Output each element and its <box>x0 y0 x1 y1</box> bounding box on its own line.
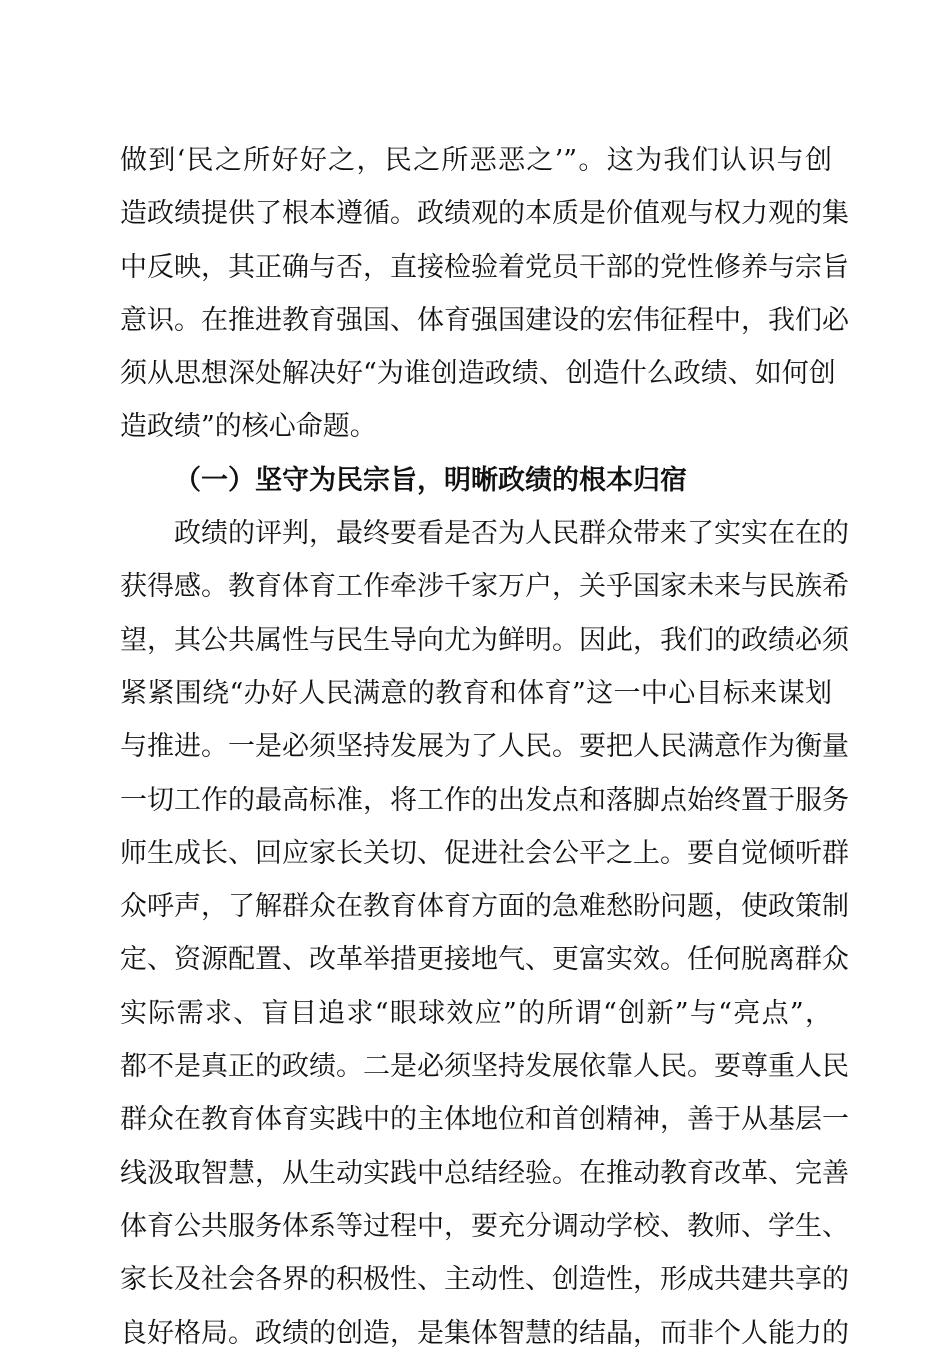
text-line: 实际需求、盲目追求“眼球效应”的所谓“创新”与“亮点”， <box>120 997 832 1029</box>
text-line: 中反映，其正确与否，直接检验着党员干部的党性修养与宗旨 <box>120 251 849 283</box>
text-line: 望，其公共属性与民生导向尤为鲜明。因此，我们的政绩必须 <box>120 624 849 656</box>
text-line: 群众在教育体育实践中的主体地位和首创精神，善于从基层一 <box>120 1104 849 1136</box>
paragraph-intro <box>120 134 849 1360</box>
text-line: 做到‘民之所好好之，民之所恶恶之’”。这为我们认识与创 <box>120 145 832 176</box>
text-line: 造政绩提供了根本遵循。政绩观的本质是价值观与权力观的集 <box>120 198 849 230</box>
text-line: 获得感。教育体育工作牵涉千家万户，关乎国家未来与民族希 <box>120 571 849 603</box>
text-line: 众呼声，了解群众在教育体育方面的急难愁盼问题，使政策制 <box>120 891 849 923</box>
text-line: 须从思想深处解决好“为谁创造政绩、创造什么政绩、如何创 <box>120 358 836 390</box>
text-line: 家长及社会各界的积极性、主动性、创造性，形成共建共享的 <box>120 1264 849 1296</box>
text-line: 与推进。一是必须坚持发展为了人民。要把人民满意作为衡量 <box>120 731 849 763</box>
text-line: 师生成长、回应家长关切、促进社会公平之上。要自觉倾听群 <box>120 837 849 869</box>
text-line: 线汲取智慧，从生动实践中总结经验。在推动教育改革、完善 <box>120 1157 849 1189</box>
text-line: 定、资源配置、改革举措更接地气、更富实效。任何脱离群众 <box>120 944 849 976</box>
text-line: 意识。在推进教育强国、体育强国建设的宏伟征程中，我们必 <box>120 304 849 336</box>
text-line: 一切工作的最高标准，将工作的出发点和落脚点始终置于服务 <box>120 784 849 816</box>
section-heading: （一）坚守为民宗旨，明晰政绩的根本归宿 <box>174 464 687 496</box>
text-line: 体育公共服务体系等过程中，要充分调动学校、教师、学生、 <box>120 1210 849 1242</box>
text-line: 良好格局。政绩的创造，是集体智慧的结晶，而非个人能力的 <box>120 1317 849 1349</box>
text-line: 政绩的评判，最终要看是否为人民群众带来了实实在在的 <box>174 518 849 550</box>
text-line: 都不是真正的政绩。二是必须坚持发展依靠人民。要尊重人民 <box>120 1051 849 1083</box>
text-line: 紧紧围绕“办好人民满意的教育和体育”这一中心目标来谋划 <box>120 677 832 709</box>
text-line: 造政绩”的核心命题。 <box>120 411 377 443</box>
